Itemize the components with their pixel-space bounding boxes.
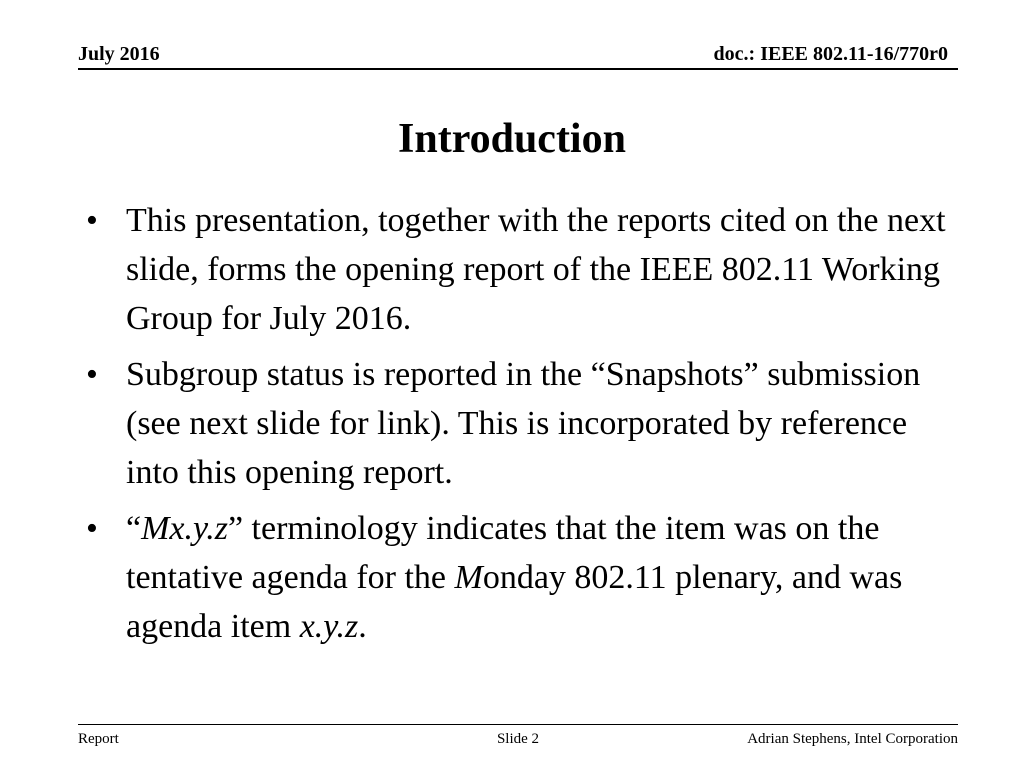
bullet-text (126, 510, 902, 645)
bullet-item (86, 196, 946, 343)
footer-author: Adrian Stephens, Intel Corporation (747, 731, 958, 747)
slide-number: Slide 2 (496, 731, 540, 747)
plenary-text: onday 802.11 plenary, and was agenda item (126, 559, 903, 645)
monday-m-letter: M (454, 559, 483, 596)
slide-title: Introduction (398, 116, 626, 162)
bullet-icon: • (86, 202, 98, 239)
bullet-text: Subgroup status is reported in the “Snapshots” submission (see next slide for link). This is incorporated by reference into this opening report. (126, 356, 921, 491)
sentence-end: . (358, 608, 367, 645)
bullet-list (86, 196, 946, 658)
open-quote: “ (126, 510, 142, 547)
footer-label: Report (78, 731, 119, 747)
bullet-item (86, 350, 946, 497)
term-description: ” terminology indicates that the item was on the tentative agenda for the (126, 510, 880, 596)
agenda-item-xyz: x.y.z (299, 608, 359, 645)
bullet-text: This presentation, together with the reports cited on the next slide, forms the opening report of the IEEE 802.11 Working Group for July 2016. (126, 202, 946, 337)
header-date: July 2016 (78, 43, 160, 65)
bullet-icon: • (86, 510, 98, 547)
header-doc-id: doc.: IEEE 802.11-16/770r0 (713, 43, 948, 65)
bullet-item (86, 504, 946, 651)
slide-footer (78, 724, 958, 751)
slide-header (78, 42, 958, 70)
term-mxyz: Mx.y.z (141, 510, 228, 547)
bullet-icon: • (86, 356, 98, 393)
